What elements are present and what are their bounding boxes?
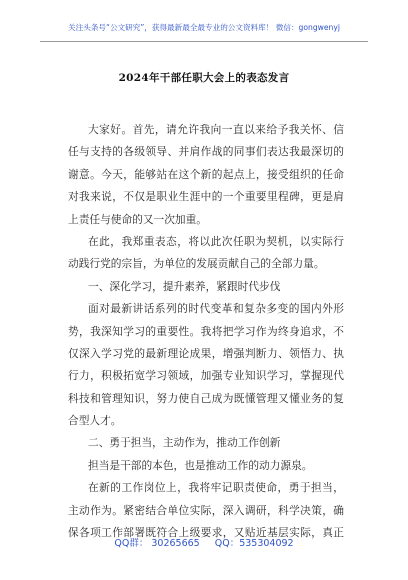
body-line: 主动作为。紧密结合单位实际，深入调研，科学决策，确: [68, 503, 344, 517]
body-line: 保各项工作部署既符合上级要求，又贴近基层实际，真正: [68, 526, 344, 540]
body-line: 行力，积极拓宽学习领域，加强专业知识学习，掌握现代: [68, 369, 344, 383]
section-heading: 二、勇于担当，主动作为，推动工作创新: [88, 436, 281, 450]
body-line: 大家好。首先，请允许我向一直以来给予我关怀、信: [88, 123, 344, 136]
header-banner: 关注头条号“公文研究”，获得最新最全最专业的公文资料库！ 微信：gongwenyj: [68, 23, 340, 32]
body-line: 仅深入学习党的最新理论成果，增强判断力、领悟力、执: [68, 346, 344, 360]
footer-qq-group: QQ群： 30265665: [114, 538, 200, 549]
body-line: 在此，我郑重表态，将以此次任职为契机，以实际行: [88, 234, 344, 248]
body-line: 面对最新讲话系列的时代变革和复杂多变的国内外形: [88, 302, 344, 316]
body-line: 担当是干部的本色，也是推动工作的动力源泉。: [88, 458, 313, 472]
footer-contact: [0, 535, 408, 549]
section-heading: 一、深化学习，提升素养，紧跟时代步伐: [88, 279, 281, 293]
header-divider: [40, 41, 368, 42]
body-line: 在新的工作岗位上，我将牢记职责使命，勇于担当，: [88, 481, 344, 495]
body-line: 上责任与使命的又一次加重。: [68, 212, 207, 226]
body-line: 合型人才。: [68, 414, 122, 428]
body-line: 对我来说，不仅是职业生涯中的一个重要里程碑，更是肩: [68, 190, 344, 204]
body-line: 势，我深知学习的重要性。我将把学习作为终身追求，不: [68, 324, 344, 338]
body-line: 谢意。今天，能够站在这个新的起点上，接受组织的任命: [68, 167, 344, 181]
document-body: [68, 119, 344, 544]
body-line: 动践行党的宗旨，为单位的发展贡献自己的全部力量。: [68, 257, 325, 271]
body-line: 任与支持的各级领导、并肩作战的同事们表达我最深切的: [68, 145, 344, 159]
document-title: 2024年干部任职大会上的表态发言: [118, 72, 290, 84]
footer-qq-number: QQ：535304092: [214, 538, 294, 549]
body-line: 科技和管理知识，努力使自己成为既懂管理又懂业务的复: [68, 391, 344, 405]
